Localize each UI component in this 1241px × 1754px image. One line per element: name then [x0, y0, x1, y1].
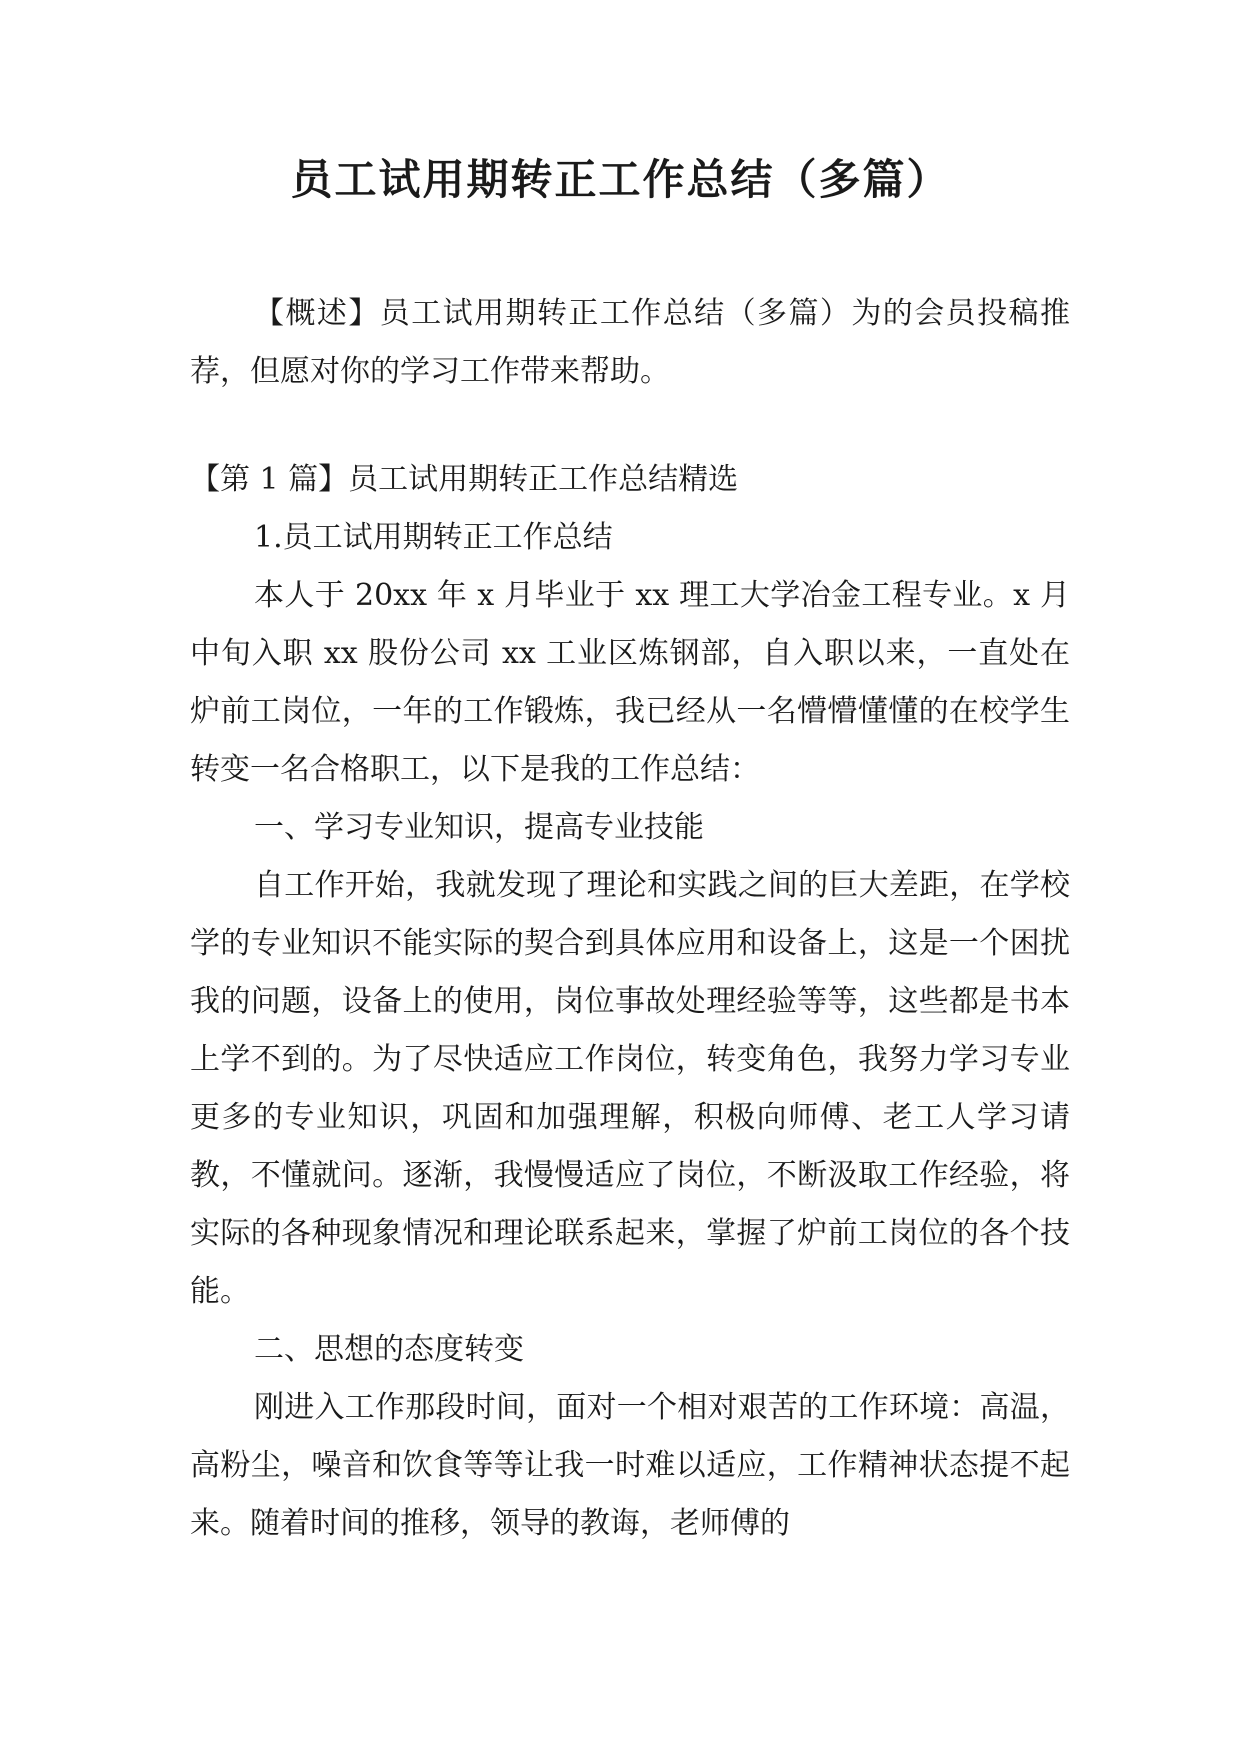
subheading-3: 二、思想的态度转变: [254, 1332, 524, 1367]
document-body: [190, 285, 1070, 1553]
subheading-1: 1.员工试用期转正工作总结: [254, 520, 613, 555]
section-heading: 【第 1 篇】员工试用期转正工作总结精选: [190, 462, 739, 497]
subheading-2: 一、学习专业知识，提高专业技能: [254, 810, 704, 845]
body-paragraph-3: 刚进入工作那段时间，面对一个相对艰苦的工作环境：高温，高粉尘，噪音和饮食等等让我一时难以适应，工作精神状态提不起来。随着时间的推移，领导的教诲，老师傅的: [190, 1390, 1070, 1541]
body-paragraph-2: 自工作开始，我就发现了理论和实践之间的巨大差距，在学校学的专业知识不能实际的契合到具体应用和设备上，这是一个困扰我的问题，设备上的使用，岗位事故处理经验等等，这些都是书本上学不到的。为了尽快适应工作岗位，转变角色，我努力学习专业更多的专业知识，巩固和加强理解，积极向师傅、老工人学习请教，不懂就问。逐渐，我慢慢适应了岗位，不断汲取工作经验，将实际的各种现象情况和理论联系起来，掌握了炉前工岗位的各个技能。: [190, 868, 1070, 1309]
body-paragraph-1: 本人于 20xx 年 x 月毕业于 xx 理工大学冶金工程专业。x 月中旬入职 xx 股份公司 xx 工业区炼钢部，自入职以来，一直处在炉前工岗位，一年的工作锻炼，我已经从一名懵懵懂懂的在校学生转变一名合格职工，以下是我的工作总结：: [190, 578, 1070, 787]
document-title: 员工试用期转正工作总结（多篇）: [290, 155, 951, 204]
summary-paragraph: 【概述】员工试用期转正工作总结（多篇）为的会员投稿推荐，但愿对你的学习工作带来帮助。: [190, 296, 1070, 389]
